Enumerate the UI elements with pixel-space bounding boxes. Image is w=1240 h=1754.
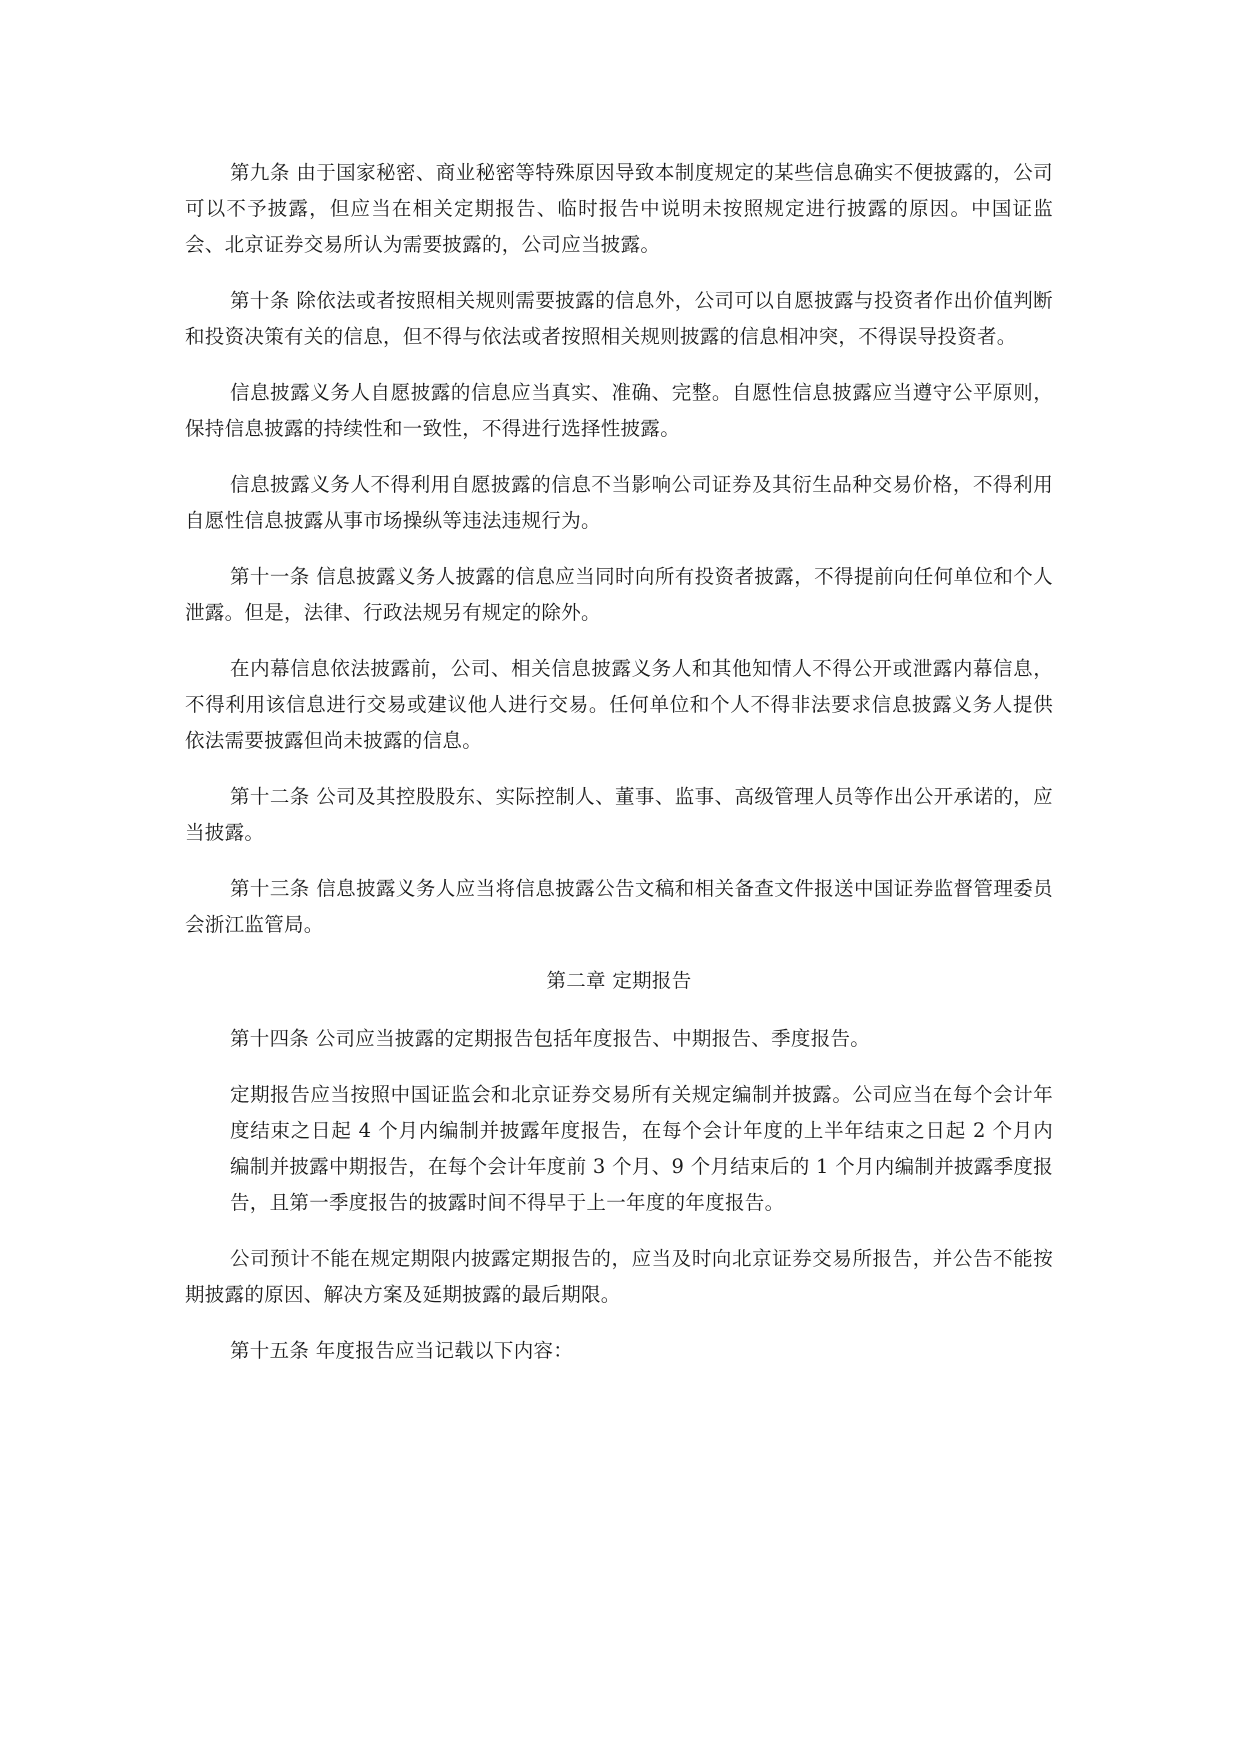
document-body: [185, 155, 1053, 1389]
paragraph-article-10: 第十条 除依法或者按照相关规则需要披露的信息外，公司可以自愿披露与投资者作出价值判断和投资决策有关的信息，但不得与依法或者按照相关规则披露的信息相冲突，不得误导投资者。: [185, 289, 1053, 348]
paragraph-voluntary-disclosure: 信息披露义务人自愿披露的信息应当真实、准确、完整。自愿性信息披露应当遵守公平原则，保持信息披露的持续性和一致性，不得进行选择性披露。: [185, 381, 1053, 440]
paragraph-article-12: 第十二条 公司及其控股股东、实际控制人、董事、监事、高级管理人员等作出公开承诺的，应当披露。: [185, 785, 1053, 844]
chapter-title: 第二章 定期报告: [546, 969, 692, 992]
paragraph-insider-information: 在内幕信息依法披露前，公司、相关信息披露义务人和其他知情人不得公开或泄露内幕信息，不得利用该信息进行交易或建议他人进行交易。任何单位和个人不得非法要求信息披露义务人提供依法需要披露但尚未披露的信息。: [185, 657, 1053, 752]
paragraph-article-13: 第十三条 信息披露义务人应当将信息披露公告文稿和相关备查文件报送中国证券监督管理委员会浙江监管局。: [185, 877, 1053, 936]
paragraph-article-15: 第十五条 年度报告应当记载以下内容：: [230, 1339, 574, 1362]
paragraph-voluntary-disclosure-limits: 信息披露义务人不得利用自愿披露的信息不当影响公司证券及其衍生品种交易价格，不得利用自愿性信息披露从事市场操纵等违法违规行为。: [185, 473, 1053, 532]
paragraph-article-9: 第九条 由于国家秘密、商业秘密等特殊原因导致本制度规定的某些信息确实不便披露的，公司可以不予披露，但应当在相关定期报告、临时报告中说明未按照规定进行披露的原因。中国证监会、北京证券交易所认为需要披露的，公司应当披露。: [185, 161, 1053, 256]
paragraph-periodic-report-deadlines: 定期报告应当按照中国证监会和北京证券交易所有关规定编制并披露。公司应当在每个会计年度结束之日起 4 个月内编制并披露年度报告，在每个会计年度的上半年结束之日起 2 个月内编制并披露中期报告，在每个会计年度前 3 个月、9 个月结束后的 1 个月内编制并披露季度报告，且第一季度报告的披露时间不得早于上一年度的年度报告。: [230, 1083, 1054, 1214]
paragraph-article-11: 第十一条 信息披露义务人披露的信息应当同时向所有投资者披露，不得提前向任何单位和个人泄露。但是，法律、行政法规另有规定的除外。: [185, 565, 1053, 624]
paragraph-delay-rule: 公司预计不能在规定期限内披露定期报告的，应当及时向北京证券交易所报告，并公告不能按期披露的原因、解决方案及延期披露的最后期限。: [185, 1247, 1053, 1306]
paragraph-article-14: 第十四条 公司应当披露的定期报告包括年度报告、中期报告、季度报告。: [230, 1027, 871, 1050]
